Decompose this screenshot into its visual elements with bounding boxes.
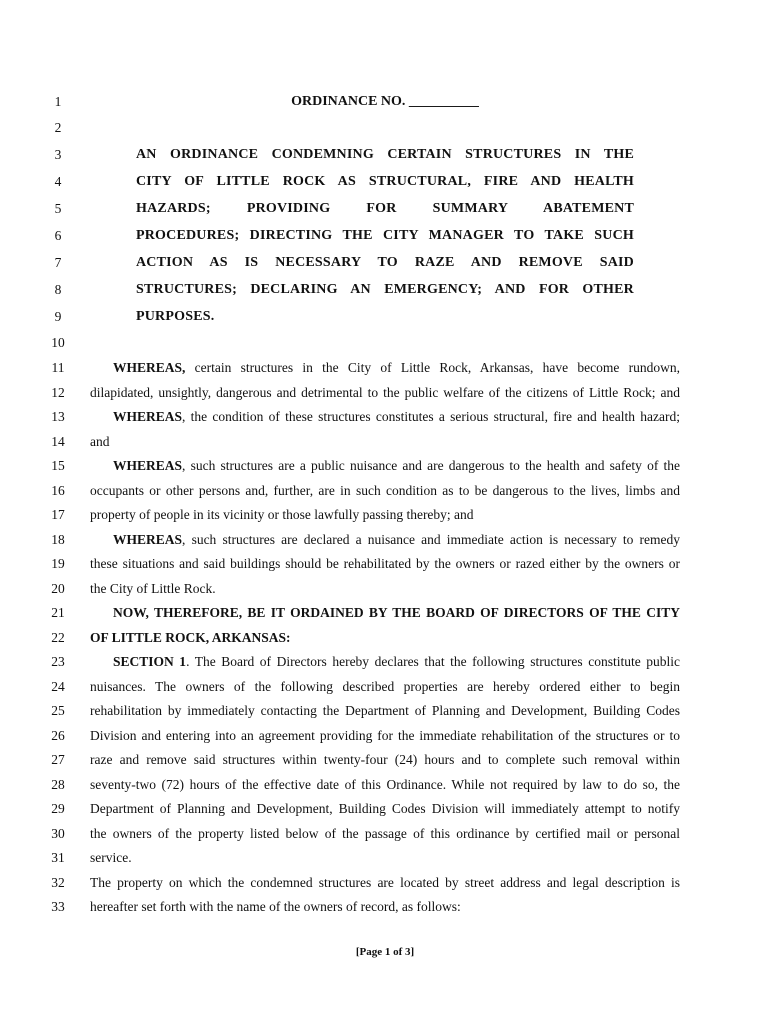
line-number: 5 <box>54 201 62 216</box>
body-line: the owners of the property listed below of the passage of this ordinance by certified mail or personal <box>90 826 680 841</box>
line-number: 21 <box>51 605 65 620</box>
whereas-label: WHEREAS <box>113 458 183 473</box>
body-line: raze and remove said structures within twenty-four (24) hours and to complete such removal within <box>90 752 680 767</box>
whereas-label: WHEREAS <box>113 409 183 424</box>
line-number: 30 <box>51 826 65 841</box>
line-number: 7 <box>54 255 62 270</box>
line-number: 16 <box>51 483 65 498</box>
line-number: 6 <box>54 228 62 243</box>
heading-line: CITY OF LITTLE ROCK AS STRUCTURAL, FIRE AND HEALTH <box>136 174 634 189</box>
body-text: . The Board of Directors hereby declares that the following structures constitute public <box>186 654 680 669</box>
line-number: 17 <box>51 507 65 522</box>
body-line <box>113 532 680 548</box>
whereas-label: WHEREAS, <box>113 360 186 375</box>
body-line <box>113 409 680 425</box>
line-number: 15 <box>51 458 65 473</box>
line-number: 26 <box>51 728 65 743</box>
heading-line: HAZARDS; PROVIDING FOR SUMMARY ABATEMENT <box>136 201 634 216</box>
line-number: 8 <box>54 282 62 297</box>
section-label: SECTION 1 <box>113 654 187 669</box>
page-footer: [Page 1 of 3] <box>355 946 415 958</box>
body-line: Department of Planning and Development, Building Codes Division will immediately attempt to notify <box>90 801 680 816</box>
ordained-line: NOW, THEREFORE, BE IT ORDAINED BY THE BOARD OF DIRECTORS OF THE CITY <box>113 605 680 620</box>
line-number: 12 <box>51 385 65 400</box>
line-number: 18 <box>51 532 65 547</box>
line-number: 29 <box>51 801 65 816</box>
body-line: seventy-two (72) hours of the effective date of this Ordinance. While not required by law to do so, the <box>90 777 680 792</box>
body-line: these situations and said buildings should be rehabilitated by the owners or razed either by the owners or <box>90 556 680 571</box>
body-line: dilapidated, unsightly, dangerous and detrimental to the public welfare of the citizens of Little Rock; and <box>90 385 680 400</box>
ordinance-title: ORDINANCE NO. __________ <box>291 94 479 109</box>
line-number: 4 <box>54 174 62 189</box>
body-line: nuisances. The owners of the following described properties are hereby ordered either to begin <box>90 679 680 694</box>
body-line <box>113 654 680 670</box>
body-text: , such structures are a public nuisance and are dangerous to the health and safety of the <box>182 458 680 473</box>
heading-line: ACTION AS IS NECESSARY TO RAZE AND REMOVE SAID <box>136 255 634 270</box>
body-line: property of people in its vicinity or those lawfully passing thereby; and <box>90 507 474 522</box>
body-line: the City of Little Rock. <box>90 581 216 596</box>
line-number: 9 <box>54 309 62 324</box>
line-number: 23 <box>51 654 65 669</box>
body-text: certain structures in the City of Little Rock, Arkansas, have become rundown, <box>185 360 680 375</box>
line-number: 32 <box>51 875 65 890</box>
line-number: 13 <box>51 409 65 424</box>
body-text: , such structures are declared a nuisance and immediate action is necessary to remedy <box>182 532 680 547</box>
heading-line: STRUCTURES; DECLARING AN EMERGENCY; AND FOR OTHER <box>136 282 634 297</box>
line-number: 11 <box>51 360 65 375</box>
line-number: 14 <box>51 434 65 449</box>
heading-line: PURPOSES. <box>136 309 215 324</box>
line-number: 31 <box>51 850 65 865</box>
line-number: 24 <box>51 679 65 694</box>
line-number: 3 <box>54 147 62 162</box>
heading-line: AN ORDINANCE CONDEMNING CERTAIN STRUCTURES IN THE <box>136 147 634 162</box>
body-line: rehabilitation by immediately contacting the Department of Planning and Development, Building Codes <box>90 703 680 718</box>
heading-line: PROCEDURES; DIRECTING THE CITY MANAGER TO TAKE SUCH <box>136 228 634 243</box>
body-line: hereafter set forth with the name of the owners of record, as follows: <box>90 899 461 914</box>
line-number: 2 <box>54 120 62 135</box>
body-line: The property on which the condemned structures are located by street address and legal description is <box>90 875 680 890</box>
body-line: Division and entering into an agreement providing for the immediate rehabilitation of the structures or to <box>90 728 680 743</box>
line-number: 10 <box>51 335 65 350</box>
line-number: 33 <box>51 899 65 914</box>
ordained-line: OF LITTLE ROCK, ARKANSAS: <box>90 630 291 645</box>
line-number: 19 <box>51 556 65 571</box>
body-text: , the condition of these structures constitutes a serious structural, fire and health hazard; <box>182 409 680 424</box>
line-number: 28 <box>51 777 65 792</box>
line-number: 27 <box>51 752 65 767</box>
body-line <box>113 360 680 376</box>
body-line: service. <box>90 850 132 865</box>
body-line <box>113 458 680 474</box>
line-number: 25 <box>51 703 65 718</box>
line-number: 1 <box>54 94 62 109</box>
whereas-label: WHEREAS <box>113 532 183 547</box>
body-line: occupants or other persons and, further, are in such condition as to be dangerous to the lives, limbs and <box>90 483 680 498</box>
line-number: 22 <box>51 630 65 645</box>
body-line: and <box>90 434 110 449</box>
line-number: 20 <box>51 581 65 596</box>
